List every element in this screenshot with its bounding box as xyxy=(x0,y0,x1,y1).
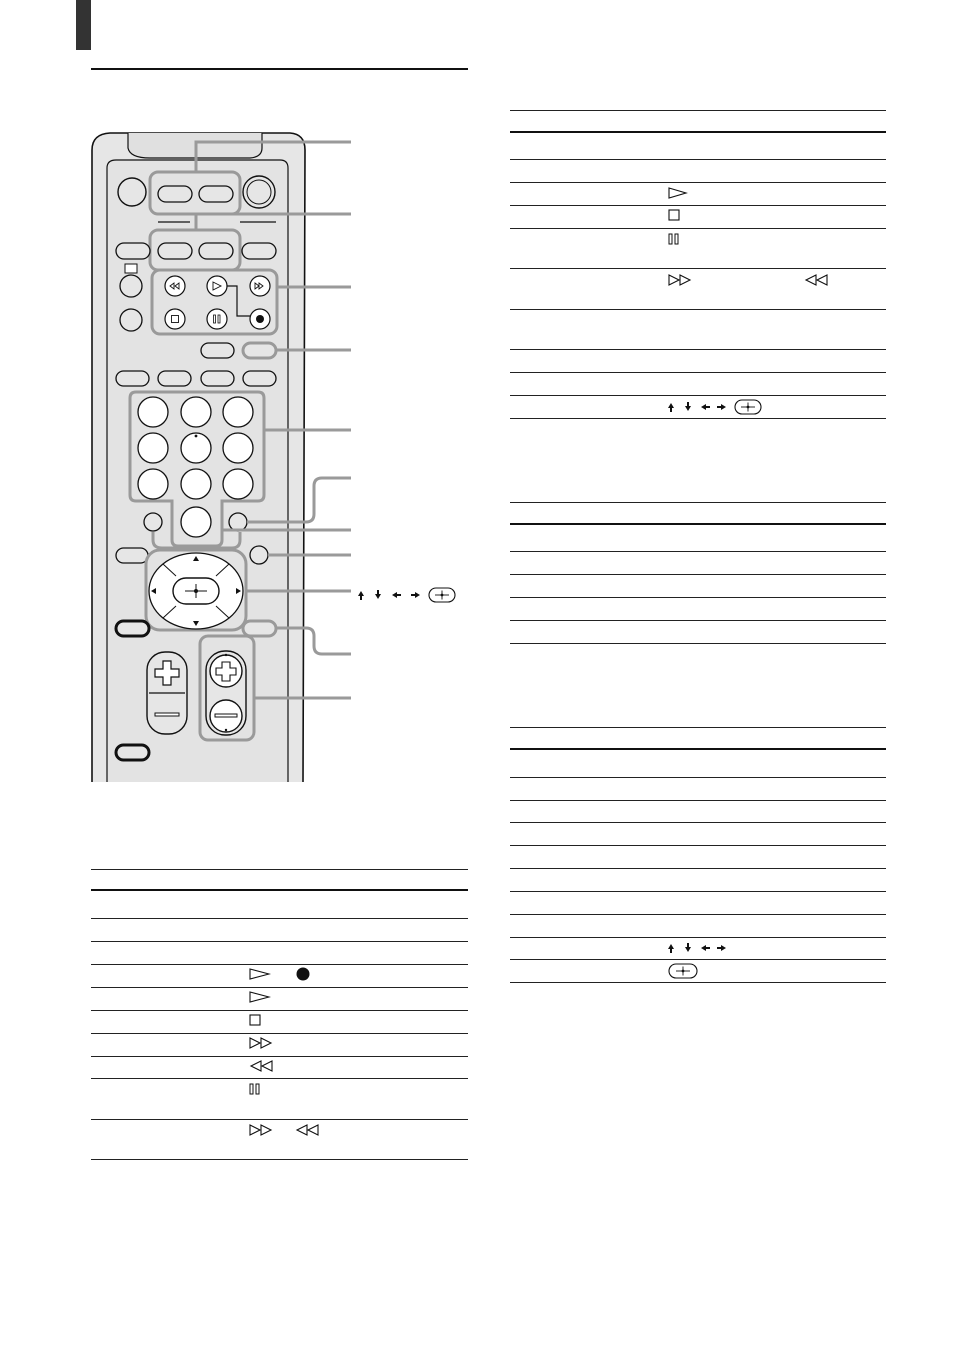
table-rule xyxy=(91,1010,468,1011)
table-rule xyxy=(510,727,886,728)
fast-forward-icon xyxy=(249,1037,273,1049)
table-rule xyxy=(91,869,468,870)
table-rule xyxy=(91,964,468,965)
table-rule xyxy=(510,502,886,503)
rewind-icon xyxy=(295,1124,319,1136)
table-header-rule xyxy=(510,748,886,750)
table-rule xyxy=(91,1033,468,1034)
table-header-rule xyxy=(510,523,886,525)
callout-arrows-ok-symbols xyxy=(358,587,456,603)
rewind-icon xyxy=(249,1060,273,1072)
table-rule xyxy=(510,309,886,310)
play-icon xyxy=(249,991,271,1003)
record-icon xyxy=(296,967,310,981)
table-rule xyxy=(510,268,886,269)
arrows-ok-symbols xyxy=(668,399,762,415)
pause-icon xyxy=(668,233,680,245)
table-rule xyxy=(510,959,886,960)
table-rule xyxy=(510,110,886,111)
table-rule xyxy=(91,941,468,942)
table-rule xyxy=(510,845,886,846)
table-rule xyxy=(91,987,468,988)
rewind-icon xyxy=(804,274,828,286)
table-rule xyxy=(510,643,886,644)
table-rule xyxy=(510,982,886,983)
pause-icon xyxy=(249,1083,261,1095)
table-rule xyxy=(91,1159,468,1160)
table-header-rule xyxy=(91,889,468,891)
ok-button-icon xyxy=(734,399,762,415)
stop-icon xyxy=(668,209,680,221)
table-rule xyxy=(91,1078,468,1079)
table-rule xyxy=(510,777,886,778)
table-rule xyxy=(510,205,886,206)
table-rule xyxy=(510,182,886,183)
table-rule xyxy=(510,937,886,938)
table-rule xyxy=(510,891,886,892)
table-rule xyxy=(510,159,886,160)
table-rule xyxy=(510,372,886,373)
table-rule xyxy=(510,620,886,621)
table-header-rule xyxy=(510,131,886,133)
table-rule xyxy=(510,822,886,823)
table-rule xyxy=(510,395,886,396)
table-rule xyxy=(510,800,886,801)
table-rule xyxy=(510,868,886,869)
fast-forward-icon xyxy=(668,274,692,286)
stop-icon xyxy=(249,1014,261,1026)
table-rule xyxy=(510,574,886,575)
ok-button-icon xyxy=(428,587,456,603)
table-rule xyxy=(510,597,886,598)
ok-button-icon xyxy=(668,963,698,979)
arrow-keys-icon xyxy=(668,401,728,413)
table-rule xyxy=(510,551,886,552)
fast-forward-icon xyxy=(249,1124,273,1136)
table-rule xyxy=(510,349,886,350)
play-icon xyxy=(668,187,688,199)
table-rule xyxy=(510,228,886,229)
table-rule xyxy=(510,418,886,419)
arrow-keys-icon xyxy=(358,589,422,601)
table-rule xyxy=(510,914,886,915)
arrow-keys-icon xyxy=(668,942,728,954)
play-icon xyxy=(249,968,271,980)
section-marker-bar xyxy=(76,0,91,50)
header-rule xyxy=(91,68,468,70)
table-rule xyxy=(91,1119,468,1120)
remote-control-illustration xyxy=(80,120,470,785)
table-rule xyxy=(91,918,468,919)
table-rule xyxy=(91,1056,468,1057)
